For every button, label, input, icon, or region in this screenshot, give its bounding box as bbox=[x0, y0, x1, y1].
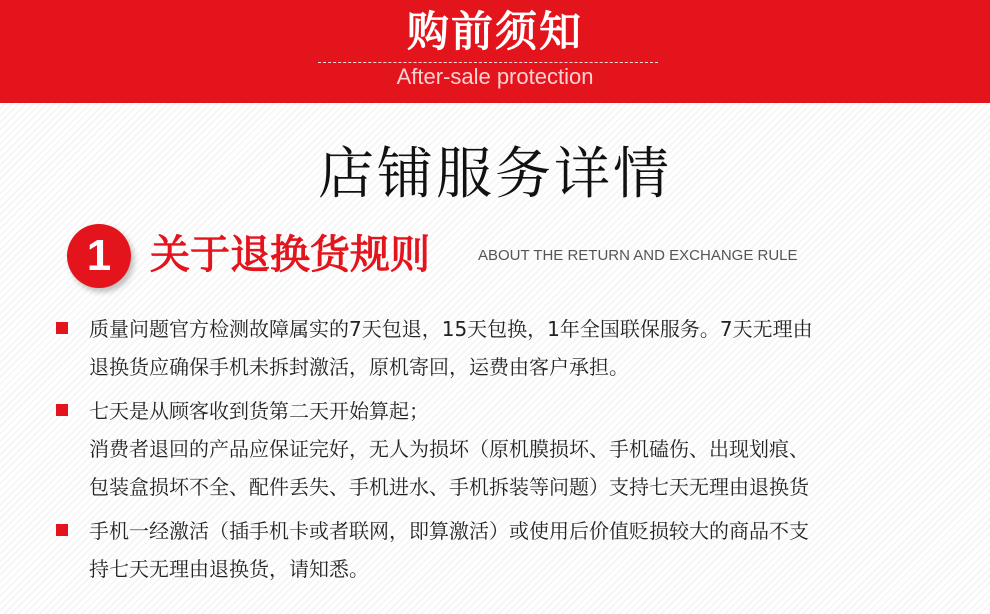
rule-item bbox=[56, 512, 966, 588]
page-title: 店铺服务详情 bbox=[318, 142, 672, 207]
rule-list bbox=[56, 310, 966, 594]
rule-text-line: 包装盒损坏不全、配件丢失、手机进水、手机拆装等问题）支持七天无理由退换货 bbox=[89, 475, 809, 499]
square-bullet-icon bbox=[56, 404, 68, 416]
rule-text-line: 七天是从顾客收到货第二天开始算起； bbox=[89, 399, 429, 423]
rule-text-line: 手机一经激活（插手机卡或者联网，即算激活）或使用后价值贬损较大的商品不支 bbox=[89, 519, 809, 543]
rule-text-line: 消费者退回的产品应保证完好，无人为损坏（原机膜损坏、手机磕伤、出现划痕、 bbox=[89, 437, 809, 461]
square-bullet-icon bbox=[56, 524, 68, 536]
section-subtitle: ABOUT THE RETURN AND EXCHANGE RULE bbox=[478, 247, 798, 264]
rule-item bbox=[56, 392, 966, 506]
rule-text-line: 持七天无理由退换货，请知悉。 bbox=[89, 557, 369, 581]
rule-text-line: 质量问题官方检测故障属实的7天包退，15天包换，1年全国联保服务。7天无理由 bbox=[89, 317, 813, 341]
section-title: 关于退换货规则 bbox=[150, 232, 430, 278]
square-bullet-icon bbox=[56, 322, 68, 334]
section-number-badge: 1 bbox=[67, 224, 131, 288]
banner-subtitle: After-sale protection bbox=[396, 64, 594, 89]
rule-text-line: 退换货应确保手机未拆封激活，原机寄回，运费由客户承担。 bbox=[89, 355, 629, 379]
rule-item bbox=[56, 310, 966, 386]
banner-title: 购前须知 bbox=[406, 7, 583, 56]
header-banner bbox=[0, 0, 990, 103]
